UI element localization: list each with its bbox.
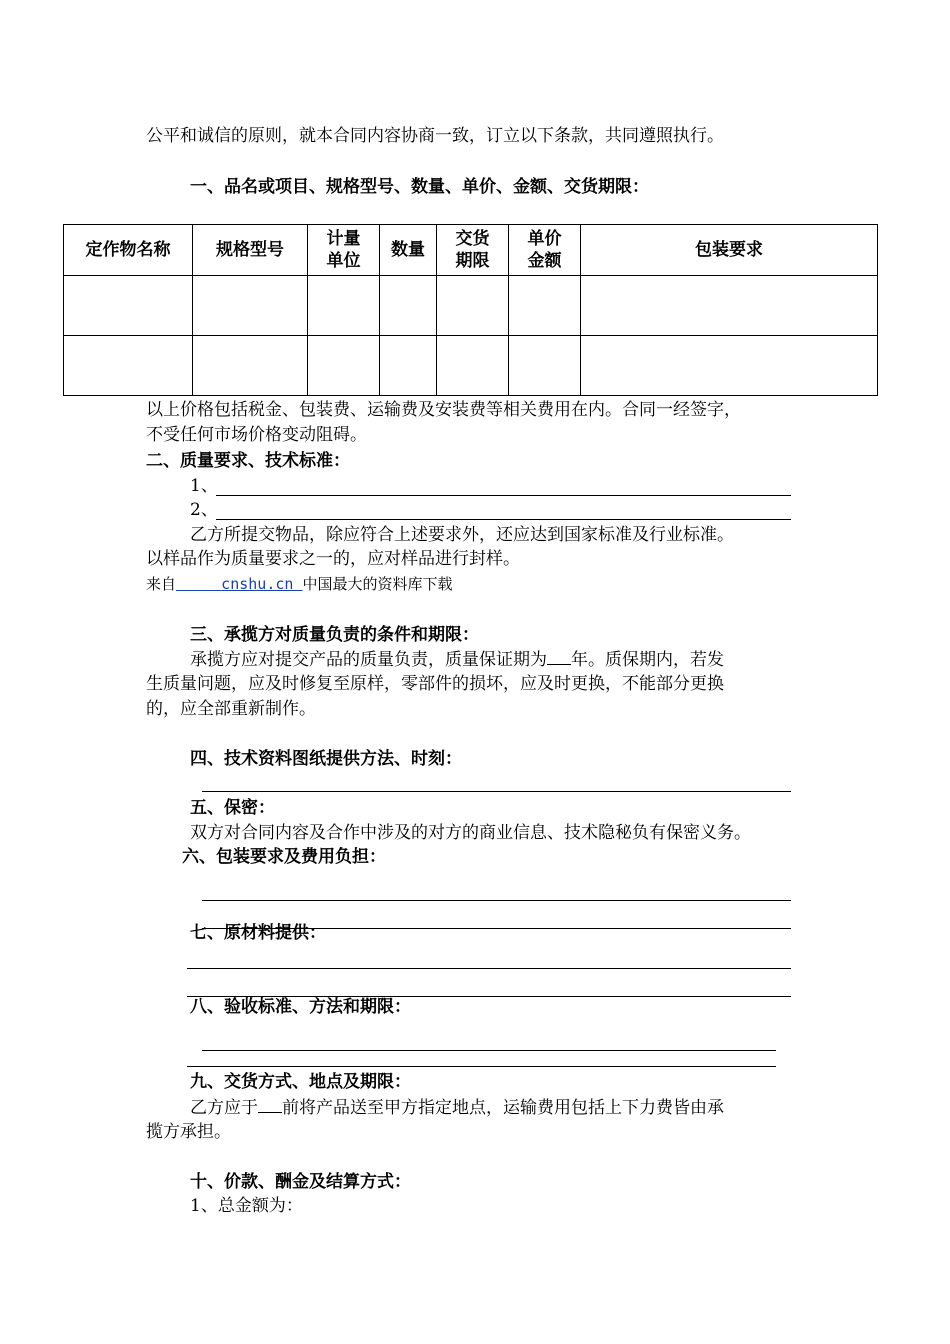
table-cell[interactable]	[380, 336, 437, 396]
quality-item-2-blank[interactable]	[216, 519, 791, 520]
price-note-line2: 不受任何市场价格变动阻碍。	[146, 425, 367, 445]
product-table	[63, 224, 878, 396]
quality-item-1-blank[interactable]	[216, 495, 791, 496]
col-header-price: 单价 金额	[509, 225, 581, 276]
section2-heading: 二、质量要求、技术标准：	[146, 451, 350, 471]
section3-heading: 三、承揽方对质量负责的条件和期限：	[190, 625, 479, 645]
table-header-row	[64, 225, 878, 276]
table-cell[interactable]	[581, 336, 878, 396]
quality-item-2-label: 2、	[190, 500, 218, 520]
table-cell[interactable]	[380, 276, 437, 336]
table-cell[interactable]	[437, 276, 509, 336]
tech-docs-blank[interactable]	[202, 791, 791, 792]
section10-heading: 十、价款、酬金及结算方式：	[190, 1172, 411, 1192]
acceptance-blank-2[interactable]	[187, 1066, 776, 1067]
source-prefix: 来自	[146, 575, 177, 593]
table-cell[interactable]	[437, 336, 509, 396]
delivery-line2: 揽方承担。	[146, 1122, 231, 1142]
source-suffix: 中国最大的资料库下载	[302, 575, 453, 593]
table-cell[interactable]	[308, 276, 380, 336]
quality-para-line2: 以样品作为质量要求之一的，应对样品进行封样。	[146, 549, 520, 569]
col-header-qty: 数量	[380, 225, 437, 276]
source-line	[146, 574, 452, 594]
delivery-line1: 乙方应于 前将产品送至甲方指定地点，运输费用包括上下力费皆由承	[190, 1098, 724, 1118]
table-cell[interactable]	[193, 276, 308, 336]
col-header-packaging: 包装要求	[581, 225, 878, 276]
intro-line: 公平和诚信的原则，就本合同内容协商一致，订立以下条款，共同遵照执行。	[146, 126, 724, 146]
warranty-line3: 的，应全部重新制作。	[146, 699, 316, 719]
table-cell[interactable]	[509, 336, 581, 396]
table-cell[interactable]	[581, 276, 878, 336]
payment-item-1: 1、总金额为：	[190, 1196, 303, 1216]
section6-heading: 六、包装要求及费用负担：	[182, 847, 386, 867]
table-cell[interactable]	[308, 336, 380, 396]
section9-heading: 九、交货方式、地点及期限：	[190, 1072, 411, 1092]
quality-item-1-label: 1、	[190, 476, 218, 496]
col-header-spec: 规格型号	[193, 225, 308, 276]
source-link[interactable]: cnshu.cn	[221, 575, 294, 593]
packaging-blank[interactable]	[202, 900, 791, 901]
delivery-date-blank[interactable]	[258, 1096, 282, 1113]
quality-para-line1: 乙方所提交物品，除应符合上述要求外，还应达到国家标准及行业标准。	[190, 525, 734, 545]
section1-heading: 一、品名或项目、规格型号、数量、单价、金额、交货期限：	[190, 177, 649, 197]
table-row	[64, 336, 878, 396]
section4-heading: 四、技术资料图纸提供方法、时刻：	[190, 749, 462, 769]
col-header-delivery: 交货 期限	[437, 225, 509, 276]
table-cell[interactable]	[193, 336, 308, 396]
materials-blank[interactable]	[187, 968, 791, 969]
table-cell[interactable]	[64, 276, 193, 336]
acceptance-blank[interactable]	[202, 1050, 776, 1051]
section5-heading: 五、保密：	[190, 798, 275, 818]
col-header-name: 定作物名称	[64, 225, 193, 276]
confidentiality-text: 双方对合同内容及合作中涉及的对方的商业信息、技术隐秘负有保密义务。	[190, 823, 751, 843]
warranty-line2: 生质量问题，应及时修复至原样，零部件的损坏，应及时更换，不能部分更换	[146, 674, 724, 694]
warranty-line1: 承揽方应对提交产品的质量负责，质量保证期为 年。质保期内，若发	[190, 650, 724, 670]
table-cell[interactable]	[64, 336, 193, 396]
section7-heading: 七、原材料提供：	[190, 923, 326, 943]
table-cell[interactable]	[509, 276, 581, 336]
price-note-line1: 以上价格包括税金、包装费、运输费及安装费等相关费用在内。合同一经签字，	[146, 400, 741, 420]
section8-heading: 八、验收标准、方法和期限：	[190, 997, 411, 1017]
table-row	[64, 276, 878, 336]
col-header-unit: 计量 单位	[308, 225, 380, 276]
warranty-years-blank[interactable]	[547, 648, 571, 665]
